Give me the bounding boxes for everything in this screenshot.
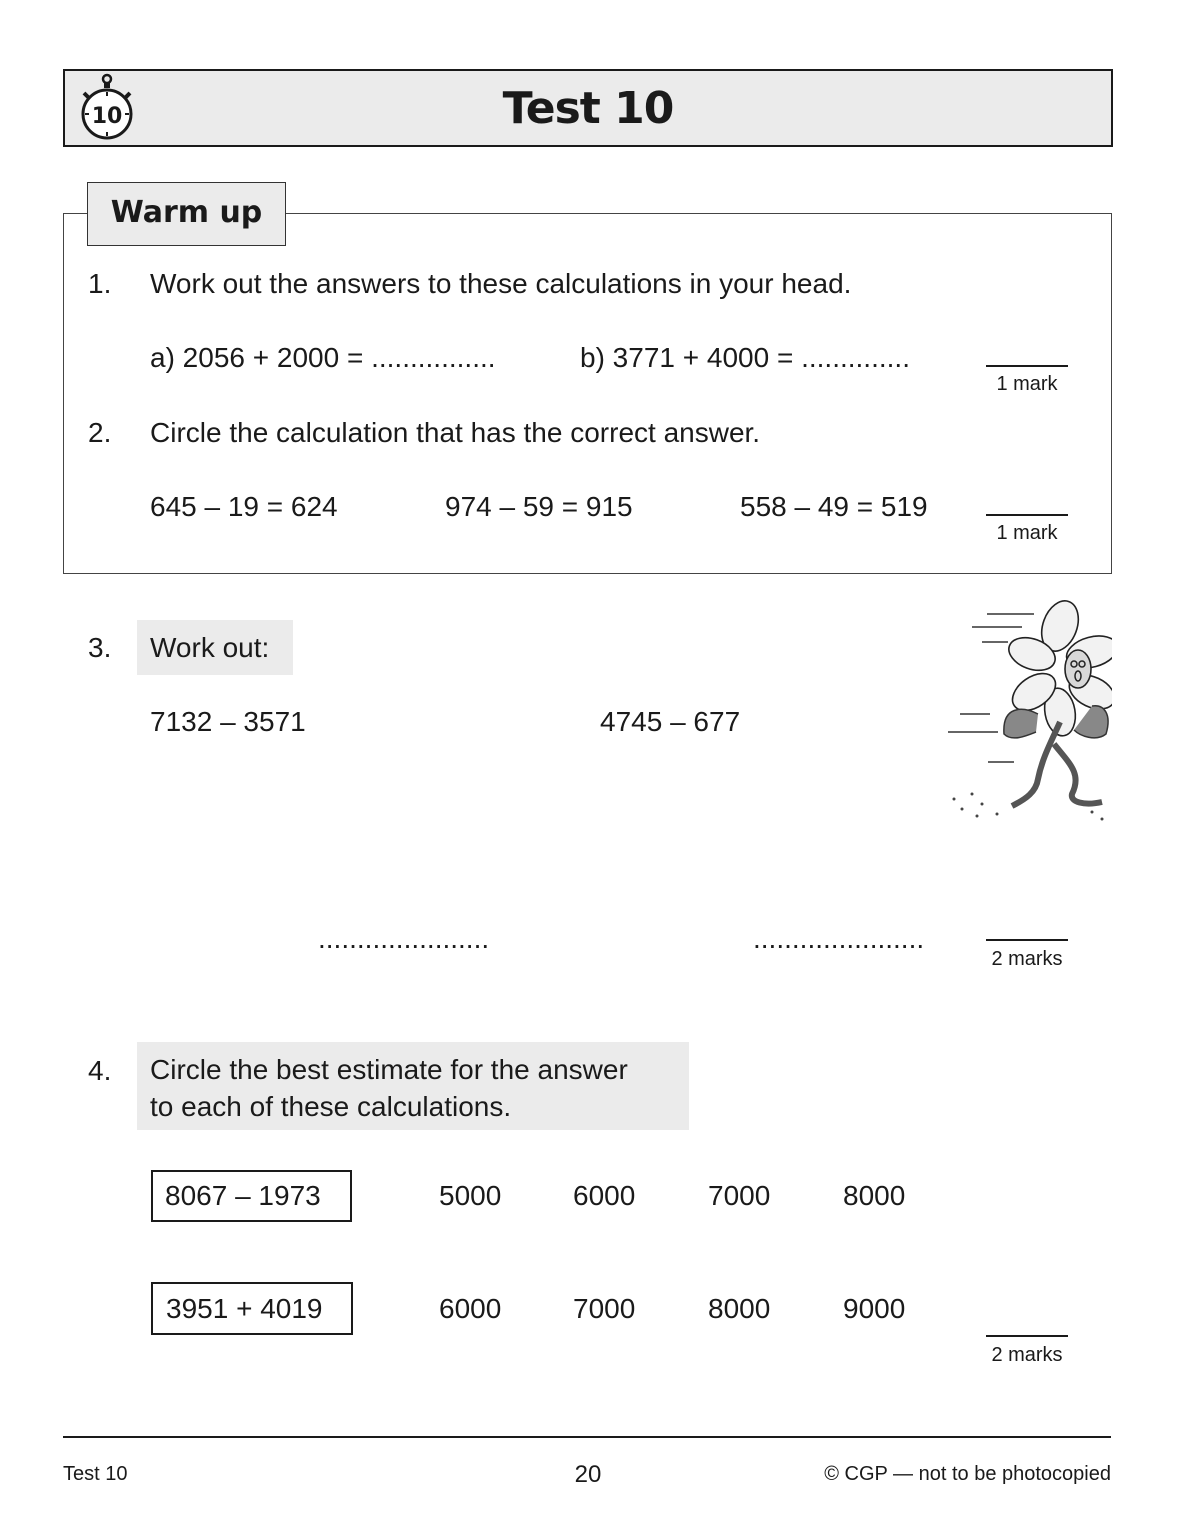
- question-2-number: 2.: [88, 417, 112, 448]
- question-1b-field[interactable]: b) 3771 + 4000 = ..............: [580, 342, 910, 373]
- answer-field[interactable]: ......................: [318, 923, 490, 954]
- question-4-prompt-box: [137, 1042, 689, 1130]
- question-2-text: Circle the calculation that has the correct answer.: [150, 417, 761, 448]
- title-bar: [63, 69, 1113, 147]
- question-3-prompt-box: [137, 620, 293, 675]
- marks-label: 2 marks: [991, 1344, 1063, 1366]
- footer-copyright: © CGP — not to be photocopied: [824, 1463, 1111, 1485]
- page-title: Test 10: [502, 83, 674, 134]
- marks-line: [986, 1335, 1068, 1337]
- warmup-label: Warm up: [110, 195, 263, 230]
- question-4-number: 4.: [88, 1055, 112, 1086]
- question-3-text: Work out:: [150, 632, 270, 663]
- marks-label: 2 marks: [991, 948, 1063, 970]
- question-3-number: 3.: [88, 632, 112, 663]
- marks-line: [986, 939, 1068, 941]
- calculation-box: [151, 1282, 353, 1335]
- running-flower-illustration: [942, 594, 1112, 824]
- question-1a-field[interactable]: a) 2056 + 2000 = ................: [150, 342, 496, 373]
- question-1-text: Work out the answers to these calculations in your head.: [150, 268, 852, 299]
- calculation-option[interactable]: 974 – 59 = 915: [445, 491, 633, 522]
- estimate-option[interactable]: 7000: [708, 1180, 771, 1211]
- estimate-option[interactable]: 6000: [573, 1180, 636, 1211]
- marks-line: [986, 365, 1068, 367]
- estimate-option[interactable]: 5000: [439, 1180, 502, 1211]
- calculation-option[interactable]: 558 – 49 = 519: [740, 491, 928, 522]
- footer-rule: [63, 1436, 1111, 1438]
- calculation: 3951 + 4019: [166, 1293, 323, 1324]
- question-4-text-line-1: Circle the best estimate for the answer: [150, 1054, 628, 1085]
- estimate-option[interactable]: 8000: [843, 1180, 906, 1211]
- footer-test-name: Test 10: [63, 1463, 128, 1485]
- page-number: 20: [574, 1461, 602, 1488]
- calculation: 4745 – 677: [600, 706, 741, 737]
- estimate-option[interactable]: 6000: [439, 1293, 502, 1324]
- estimate-option[interactable]: 8000: [708, 1293, 771, 1324]
- estimate-option[interactable]: 7000: [573, 1293, 636, 1324]
- calculation: 7132 – 3571: [150, 706, 306, 737]
- warmup-tab: [87, 182, 286, 246]
- question-1-number: 1.: [88, 268, 112, 299]
- question-4-text-line-2: to each of these calculations.: [150, 1091, 512, 1122]
- calculation: 8067 – 1973: [165, 1180, 321, 1211]
- calculation-box: [151, 1170, 352, 1222]
- answer-field[interactable]: ......................: [753, 923, 925, 954]
- marks-label: 1 mark: [996, 522, 1058, 544]
- marks-label: 1 mark: [996, 373, 1058, 395]
- marks-line: [986, 514, 1068, 516]
- calculation-option[interactable]: 645 – 19 = 624: [150, 491, 338, 522]
- timer-number: 10: [91, 104, 123, 129]
- estimate-option[interactable]: 9000: [843, 1293, 906, 1324]
